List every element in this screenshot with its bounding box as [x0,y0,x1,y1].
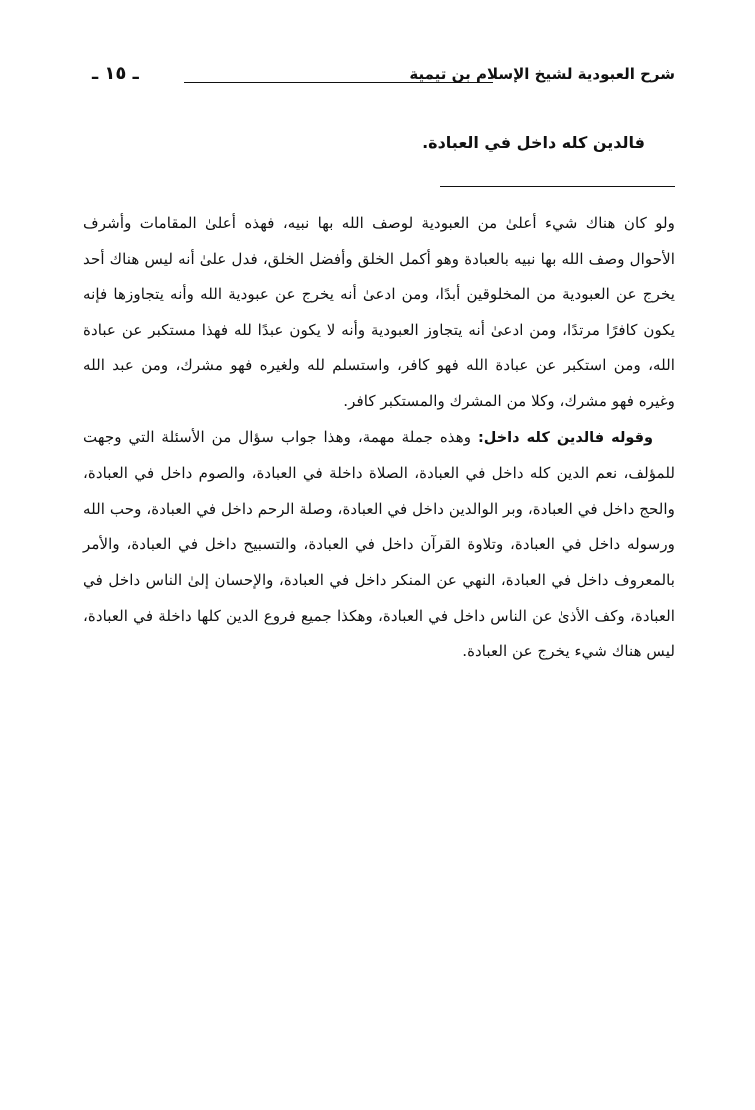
header-title: شرح العبودية لشيخ الإسلام بن تيمية [409,65,675,83]
running-header [92,62,675,92]
paragraph-2-text: وهذه جملة مهمة، وهذا جواب سؤال من الأسئلة التي وجهت للمؤلف، نعم الدين كله داخل في العبادة، الصلاة داخلة في العبادة، والصوم داخل في العبادة، والحج داخل في العبادة، وبر الوالدين داخل في العبادة، وصلة الرحم داخل في العبادة، وحب الله ورسوله داخل في العبادة، وتلاوة القرآن داخل في العبادة، والتسبيح داخل في العبادة، والأمر بالمعروف داخل في العبادة، النهي عن المنكر داخل في العبادة، والإحسان إلىٰ الناس داخل في العبادة، وكف الأذىٰ عن الناس داخل في العبادة، وهكذا جميع فروع الدين كلها داخلة في العبادة، ليس هناك شيء يخرج عن العبادة. [83,427,675,661]
paragraph-1: ولو كان هناك شيء أعلىٰ من العبودية لوصف الله بها نبيه، فهذه أعلىٰ المقامات وأشرف الأحوال وصف الله بها نبيه بالعبادة وهو أكمل الخلق وأفضل الخلق، فدل علىٰ أنه ليس هناك أحد يخرج عن العبودية من المخلوقين أبدًا، ومن ادعىٰ أنه يخرج عن عبودية الله وأنه يتجاوزها فإنه يكون كافرًا مرتدًا، ومن ادعىٰ أنه يتجاوز العبودية وأنه لا يكون عبدًا لله فهذا مستكبر عن عبادة الله، ومن استكبر عن عبادة الله فهو كافر، واستسلم لله ولغيره فهو مشرك، ومن عبد الله وغيره فهو مشرك، وكلا من المشرك والمستكبر كافر. [83,214,675,410]
lead-sentence: فالدين كله داخل في العبادة. [422,133,645,152]
section-separator [440,186,675,187]
paragraph-2 [83,420,675,670]
header-rule [184,82,493,83]
body-text [83,206,675,670]
paragraph-2-heading: وقوله فالدين كله داخل: [477,429,653,446]
page-number: ـ ١٥ ـ [92,63,139,84]
